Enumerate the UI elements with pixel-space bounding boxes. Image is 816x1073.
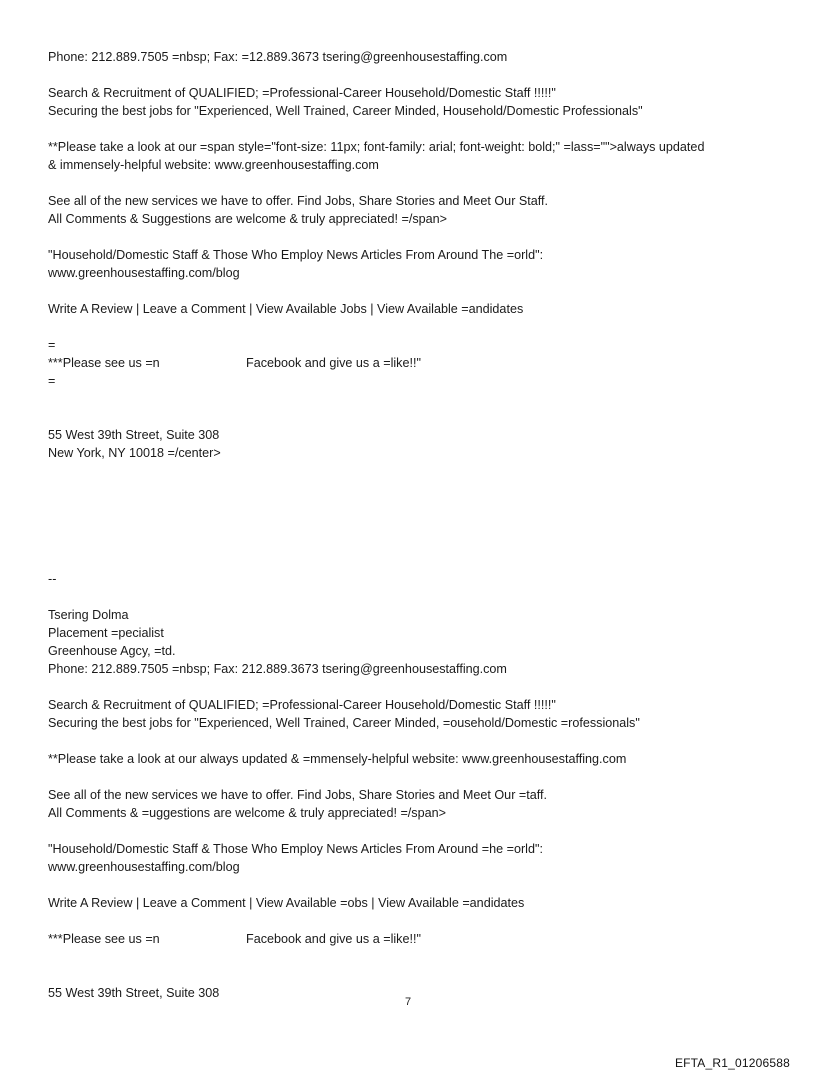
facebook-line-left: ***Please see us =n	[48, 356, 160, 370]
website-line-2: & immensely-helpful website: www.greenhousestaffing.com	[48, 158, 379, 172]
news-articles-line-2: "Household/Domestic Staff & Those Who Employ News Articles From Around =he =orld":	[48, 842, 543, 856]
signature-separator: --	[48, 572, 57, 586]
securing-jobs-line-2: Securing the best jobs for "Experienced, Well Trained, Career Minded, =ousehold/Domestic =rofessionals"	[48, 716, 640, 730]
comments-line-2: All Comments & =uggestions are welcome & truly appreciated! =/span>	[48, 806, 446, 820]
facebook-line-2-left: ***Please see us =n	[48, 932, 160, 946]
phone-fax-line: Phone: 212.889.7505 =nbsp; Fax: =12.889.3673 tsering@greenhousestaffing.com	[48, 50, 508, 64]
signature-name: Tsering Dolma	[48, 608, 129, 622]
facebook-line	[48, 354, 778, 372]
phone-fax-line-2: Phone: 212.889.7505 =nbsp; Fax: 212.889.3673 tsering@greenhousestaffing.com	[48, 662, 507, 676]
equals-marker-2: =	[48, 374, 56, 388]
equals-marker-1: =	[48, 338, 56, 352]
facebook-line-2	[48, 930, 778, 948]
news-articles-line: "Household/Domestic Staff & Those Who Employ News Articles From Around The =orld":	[48, 248, 544, 262]
signature-company: Greenhouse Agcy, =td.	[48, 644, 176, 658]
search-recruitment-line: Search & Recruitment of QUALIFIED; =Professional-Career Household/Domestic Staff !!!!!"	[48, 86, 556, 100]
website-line-3: **Please take a look at our always updated & =mmensely-helpful website: www.greenhousestaffing.com	[48, 752, 627, 766]
address-line-1: 55 West 39th Street, Suite 308	[48, 428, 220, 442]
address-line-2: New York, NY 10018 =/center>	[48, 446, 221, 460]
comments-line: All Comments & Suggestions are welcome & truly appreciated! =/span>	[48, 212, 448, 226]
services-line: See all of the new services we have to offer. Find Jobs, Share Stories and Meet Our Staff.	[48, 194, 549, 208]
services-line-2: See all of the new services we have to offer. Find Jobs, Share Stories and Meet Our =taff.	[48, 788, 548, 802]
document-body	[48, 48, 778, 1002]
page-number: 7	[404, 996, 412, 1008]
website-line-1: **Please take a look at our =span style="font-size: 11px; font-family: arial; font-weight: bold;" =lass="">always updated	[48, 140, 705, 154]
bates-number: EFTA_R1_01206588	[674, 1056, 790, 1070]
review-links-line: Write A Review | Leave a Comment | View Available Jobs | View Available =andidates	[48, 302, 524, 316]
blog-url-line-2: www.greenhousestaffing.com/blog	[48, 860, 240, 874]
signature-title: Placement =pecialist	[48, 626, 164, 640]
search-recruitment-line-2: Search & Recruitment of QUALIFIED; =Professional-Career Household/Domestic Staff !!!!!"	[48, 698, 556, 712]
address-line-3: 55 West 39th Street, Suite 308	[48, 986, 220, 1000]
review-links-line-2: Write A Review | Leave a Comment | View Available =obs | View Available =andidates	[48, 896, 525, 910]
blog-url-line: www.greenhousestaffing.com/blog	[48, 266, 240, 280]
facebook-line-right: Facebook and give us a =like!!"	[246, 356, 421, 370]
facebook-line-2-right: Facebook and give us a =like!!"	[246, 932, 421, 946]
securing-jobs-line: Securing the best jobs for "Experienced, Well Trained, Career Minded, Household/Domestic Professionals"	[48, 104, 643, 118]
